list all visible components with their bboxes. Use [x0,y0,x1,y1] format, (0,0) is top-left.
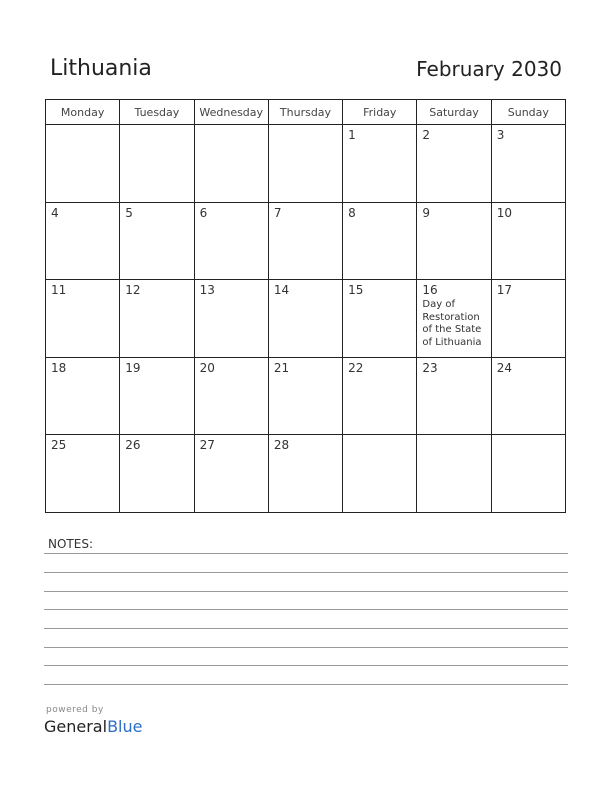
day-number: 7 [273,205,282,220]
day-number: 14 [273,283,290,297]
day-number: 20 [199,360,215,375]
day-cell [417,125,491,203]
weekday-header: Wednesday [194,100,268,125]
day-number: 25 [51,438,67,452]
day-cell [491,202,565,280]
day-cell [343,202,417,280]
day-number: 11 [51,283,67,297]
weekday-header: Monday [46,100,120,125]
notes-label: NOTES: [48,537,93,551]
day-cell [343,280,417,358]
day-cell [46,280,120,358]
day-number: 28 [273,438,290,452]
day-cell [343,435,417,513]
day-cell [417,202,491,280]
note-line [44,665,568,666]
day-cell [194,280,268,358]
day-number: 10 [496,205,512,220]
note-line [44,647,568,648]
day-cell [194,435,268,513]
day-cell [491,357,565,435]
day-cell [194,202,268,280]
day-cell [417,280,491,358]
day-cell [120,125,194,203]
day-cell [46,202,120,280]
day-number: 15 [348,283,364,297]
brand-blue-text: Blue [107,717,143,736]
month-year-title: February 2030 [416,57,562,81]
day-cell [46,357,120,435]
day-cell [194,125,268,203]
day-cell [120,202,194,280]
weekday-header: Thursday [268,100,342,125]
day-number: 2 [422,128,431,142]
day-cell [343,357,417,435]
week-row [46,435,566,513]
generalblue-logo [44,717,142,736]
day-cell [46,125,120,203]
day-number: 6 [199,205,208,220]
day-number: 16 [422,283,438,297]
day-cell [491,125,565,203]
day-cell [268,202,342,280]
day-cell [343,125,417,203]
day-number: 5 [125,205,133,220]
weekday-header-row [46,100,566,125]
day-cell [46,435,120,513]
day-number: 3 [496,128,505,142]
day-number: 12 [125,283,141,297]
weekday-header: Saturday [417,100,491,125]
day-number: 19 [125,360,141,375]
day-cell [268,357,342,435]
week-row [46,125,566,203]
day-cell [120,357,194,435]
calendar-body [46,125,566,513]
day-cell [491,280,565,358]
note-line [44,684,568,685]
day-number: 17 [496,283,512,297]
day-cell [268,280,342,358]
day-number: 26 [125,438,141,452]
weekday-header: Sunday [491,100,565,125]
week-row [46,357,566,435]
holiday-label: Day of Restoration of the State of Lithuania [422,299,482,348]
day-cell [417,435,491,513]
note-line [44,553,568,554]
country-title: Lithuania [50,56,152,81]
calendar-grid [45,99,566,513]
day-number: 24 [496,360,512,375]
day-cell [491,435,565,513]
day-cell [417,357,491,435]
weekday-header: Friday [343,100,417,125]
day-number: 4 [51,205,59,220]
day-number: 21 [273,360,290,375]
day-cell [194,357,268,435]
day-number: 27 [199,438,215,452]
day-cell [120,435,194,513]
weekday-header: Tuesday [120,100,194,125]
day-number: 18 [51,360,67,375]
day-number: 22 [348,360,364,375]
brand-general-text: General [44,717,108,736]
note-line [44,628,568,629]
powered-by-text: powered by [46,705,104,715]
note-line [44,609,568,610]
day-number: 23 [422,360,438,375]
day-number: 9 [422,205,431,220]
day-number: 1 [348,128,356,142]
week-row [46,280,566,358]
note-line [44,572,568,573]
note-line [44,591,568,592]
day-cell [120,280,194,358]
day-number: 13 [199,283,215,297]
day-cell [268,435,342,513]
day-number: 8 [348,205,356,220]
day-cell [268,125,342,203]
week-row [46,202,566,280]
